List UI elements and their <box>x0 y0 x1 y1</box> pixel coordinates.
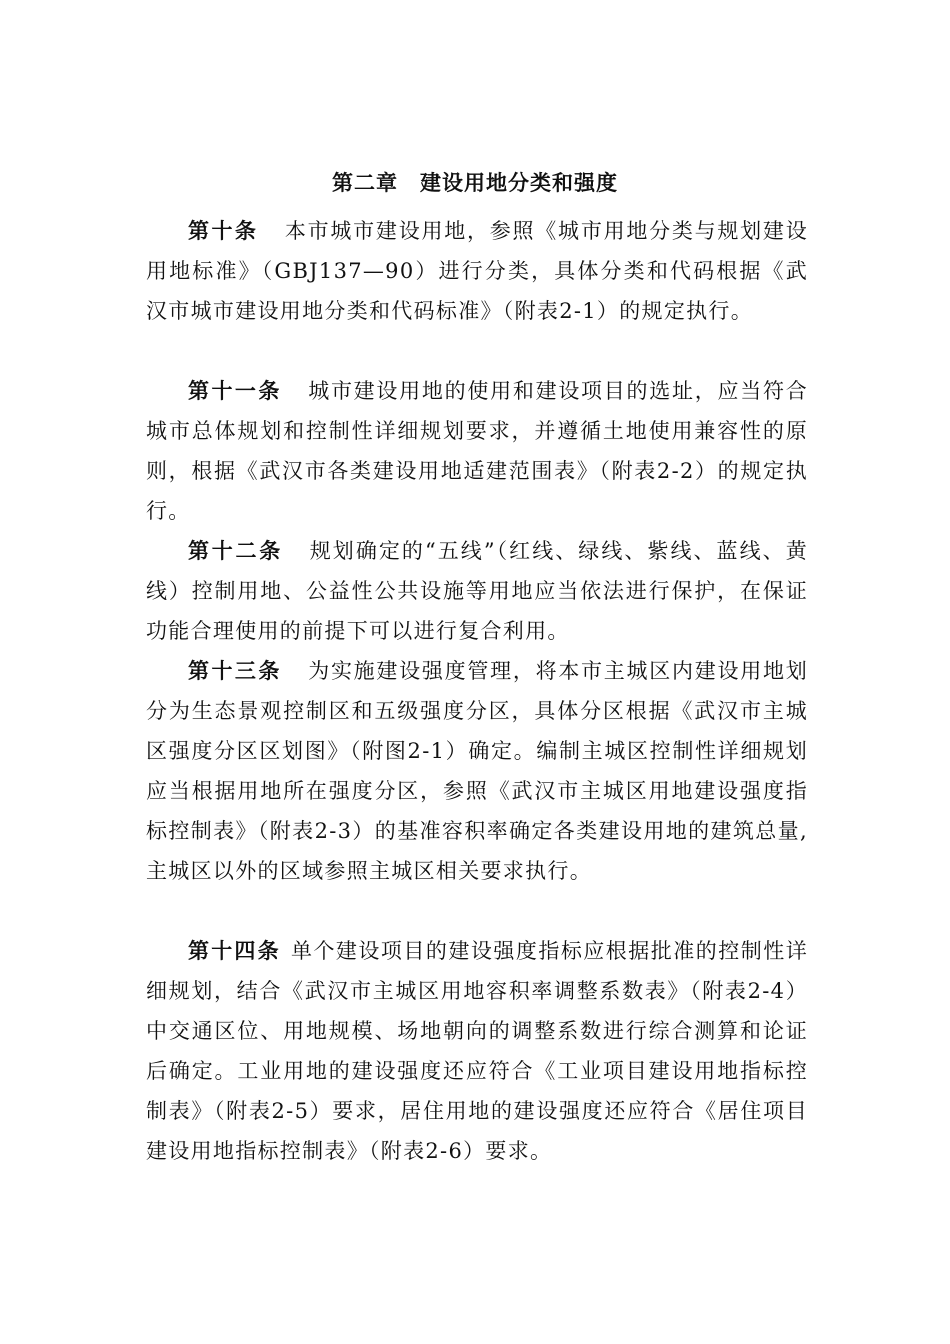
article-label: 第十条 <box>188 218 259 243</box>
article-label: 第十四条 <box>188 938 281 963</box>
article-label: 第十三条 <box>188 658 282 683</box>
article-label: 第十一条 <box>188 378 282 403</box>
article-11 <box>146 371 808 531</box>
article-label: 第十二条 <box>188 538 283 563</box>
article-text: 城市建设用地的使用和建设项目的选址，应当符合城市总体规划和控制性详细规划要求，并遵循土地使用兼容性的原则，根据《武汉市各类建设用地适建范围表》（附表2-2）的规定执行。 <box>146 379 809 523</box>
article-text: 为实施建设强度管理，将本市主城区内建设用地划分为生态景观控制区和五级强度分区，具体分区根据《武汉市主城区强度分区区划图》（附图2-1）确定。编制主城区控制性详细规划应当根据用地所在强度分区，参照《武汉市主城区用地建设强度指标控制表》（附表2-3）的基准容积率确定各类建设用地的建筑总量,主城区以外的区域参照主城区相关要求执行。 <box>146 659 809 883</box>
article-text: 规划确定的“五线”（红线、绿线、紫线、蓝线、黄线）控制用地、公益性公共设施等用地应当依法进行保护，在保证功能合理使用的前提下可以进行复合利用。 <box>146 539 808 643</box>
article-14 <box>146 931 808 1171</box>
article-text: 本市城市建设用地，参照《城市用地分类与规划建设用地标准》（GBJ137—90）进行分类，具体分类和代码根据《武汉市城市建设用地分类和代码标准》（附表2-1）的规定执行。 <box>146 219 809 323</box>
chapter-title: 第二章 建设用地分类和强度 <box>332 170 618 196</box>
article-text: 单个建设项目的建设强度指标应根据批准的控制性详细规划，结合《武汉市主城区用地容积率调整系数表》（附表2-4）中交通区位、用地规模、场地朝向的调整系数进行综合测算和论证后确定。工业用地的建设强度还应符合《工业项目建设用地指标控制表》（附表2-5）要求，居住用地的建设强度还应符合《居住项目建设用地指标控制表》（附表2-6）要求。 <box>146 939 809 1163</box>
article-13 <box>146 651 808 891</box>
article-10 <box>146 211 808 331</box>
article-12 <box>146 531 808 651</box>
